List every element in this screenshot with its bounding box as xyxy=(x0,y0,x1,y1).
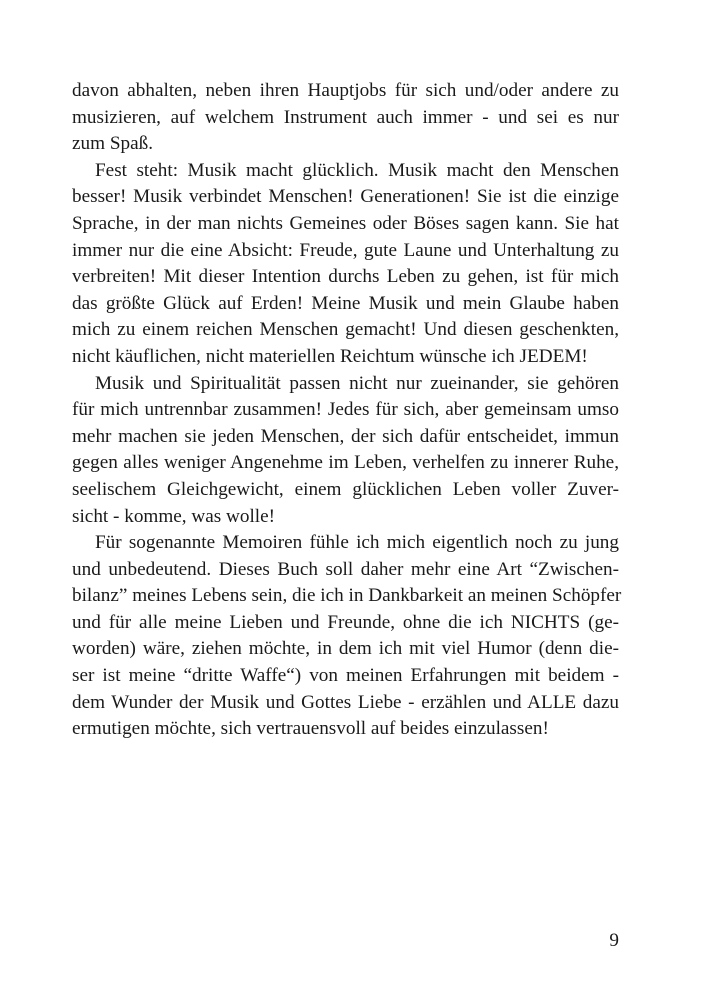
text-line: davon abhalten, neben ihren Hauptjobs für sich und/oder andere zu xyxy=(72,80,619,101)
text-line: dem Wunder der Musik und Gottes Liebe - erzählen und ALLE dazu xyxy=(72,691,619,713)
text-line: Fest steht: Musik macht glücklich. Musik macht den Menschen xyxy=(95,159,619,181)
body-text xyxy=(72,78,622,743)
page-number: 9 xyxy=(609,930,619,951)
text-line: sicht - komme, was wolle! xyxy=(72,505,276,527)
text-line: mich zu einem reichen Menschen gemacht! Und diesen geschenkten, xyxy=(72,319,619,341)
text-line: immer nur die eine Absicht: Freude, gute Laune und Unterhaltung zu xyxy=(72,239,619,261)
text-line: und unbedeutend. Dieses Buch soll daher mehr eine Art “Zwischen- xyxy=(72,558,619,580)
text-line: seelischem Gleichgewicht, einem glücklichen Leben voller Zuver- xyxy=(72,478,619,500)
text-line: ser ist meine “dritte Waffe“) von meinen Erfahrungen mit beidem - xyxy=(72,665,619,687)
text-line: musizieren, auf welchem Instrument auch immer - und sei es nur xyxy=(72,106,619,128)
text-line: für mich untrennbar zusammen! Jedes für sich, aber gemeinsam umso xyxy=(72,399,619,421)
text-line: worden) wäre, ziehen möchte, in dem ich mit viel Humor (denn die- xyxy=(72,638,619,660)
text-line: gegen alles weniger Angenehme im Leben, verhelfen zu innerer Ruhe, xyxy=(72,452,619,474)
text-line: Musik und Spiritualität passen nicht nur zueinander, sie gehören xyxy=(95,372,619,394)
text-line: Für sogenannte Memoiren fühle ich mich eigentlich noch zu jung xyxy=(95,532,619,554)
text-line: und für alle meine Lieben und Freunde, ohne die ich NICHTS (ge- xyxy=(72,611,619,633)
text-line: bilanz” meines Lebens sein, die ich in Dankbarkeit an meinen Schöpfer xyxy=(72,585,622,607)
text-line: verbreiten! Mit dieser Intention durchs Leben zu gehen, ist für mich xyxy=(72,266,619,288)
text-line: besser! Musik verbindet Menschen! Generationen! Sie ist die einzige xyxy=(72,186,619,208)
text-line: ermutigen möchte, sich vertrauensvoll auf beides einzulassen! xyxy=(72,718,549,740)
text-line: Sprache, in der man nichts Gemeines oder Böses sagen kann. Sie hat xyxy=(72,212,619,234)
text-line: nicht käuflichen, nicht materiellen Reichtum wünsche ich JEDEM! xyxy=(72,345,588,367)
text-line: mehr machen sie jeden Menschen, der sich dafür entscheidet, immun xyxy=(72,425,619,447)
text-line: zum Spaß. xyxy=(72,133,154,155)
text-line: das größte Glück auf Erden! Meine Musik und mein Glaube haben xyxy=(72,292,619,314)
